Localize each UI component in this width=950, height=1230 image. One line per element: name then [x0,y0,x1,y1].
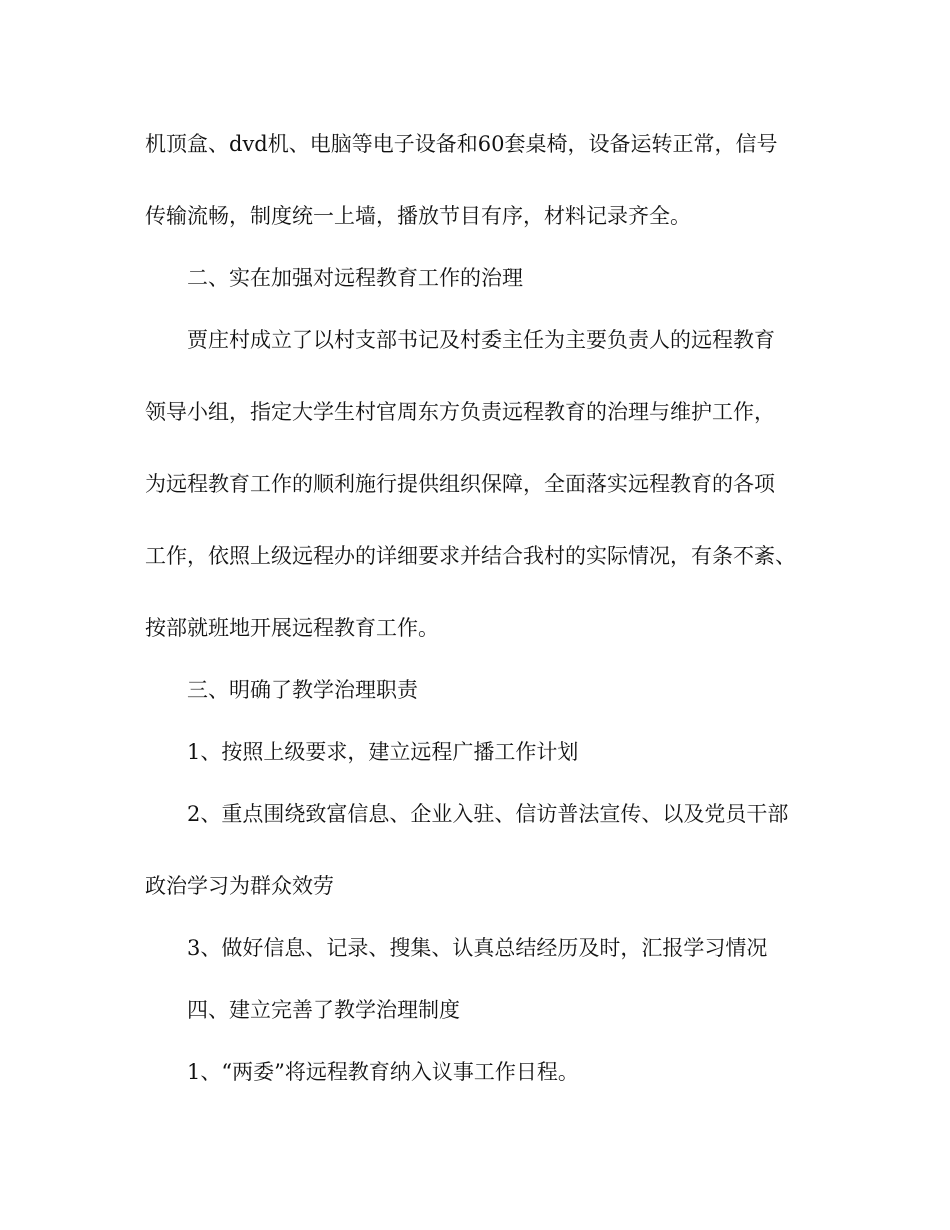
text-line: 政治学习为群众效劳 [145,874,334,898]
text-line: 传输流畅，制度统一上墙，播放节目有序，材料记录齐全。 [145,204,691,228]
text-line: 按部就班地开展远程教育工作。 [145,616,439,640]
list-item: 3、做好信息、记录、搜集、认真总结经历及时，汇报学习情况 [187,936,768,960]
paragraph-first-line: 贾庄村成立了以村支部书记及村委主任为主要负责人的远程教育 [187,328,775,352]
list-item: 1、“两委”将远程教育纳入议事工作日程。 [187,1060,579,1084]
section-heading: 二、实在加强对远程教育工作的治理 [187,266,523,290]
text-line: 工作，依照上级远程办的详细要求并结合我村的实际情况，有条不紊、 [145,544,796,568]
section-heading: 四、建立完善了教学治理制度 [187,998,460,1022]
text-line: 机顶盒、dvd机、电脑等电子设备和60套桌椅，设备运转正常，信号 [145,132,778,156]
section-heading: 三、明确了教学治理职责 [187,678,418,702]
list-item: 1、按照上级要求，建立远程广播工作计划 [187,740,579,764]
list-item: 2、重点围绕致富信息、企业入驻、信访普法宣传、以及党员干部 [187,802,789,826]
text-line: 领导小组，指定大学生村官周东方负责远程教育的治理与维护工作， [145,400,775,424]
text-line: 为远程教育工作的顺利施行提供组织保障，全面落实远程教育的各项 [145,472,775,496]
